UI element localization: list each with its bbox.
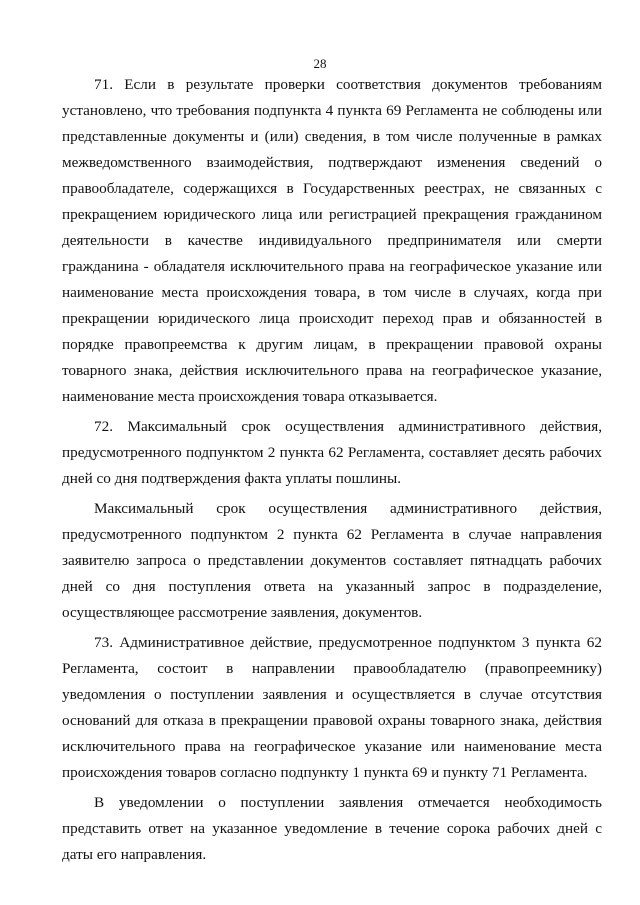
document-body <box>62 72 602 872</box>
paragraph-72-continued: Максимальный срок осуществления административного действия, предусмотренного подпунктом 2 пункта 62 Регламента в случае направления заявителю запроса о представлении документов составляет пятнадцать рабочих дней со дня поступления ответа на указанный запрос в подразделение, осуществляющее рассмотрение заявления, документов. <box>62 500 602 621</box>
page-number: 28 <box>313 56 327 71</box>
paragraph-73-continued: В уведомлении о поступлении заявления отмечается необходимость представить ответ на указанное уведомление в течение сорока рабочих дней с даты его направления. <box>62 794 602 863</box>
paragraph-73: 73. Административное действие, предусмотренное подпунктом 3 пункта 62 Регламента, состоит в направлении правообладателю (правопреемнику) уведомления о поступлении заявления и осуществляется в случае отсутствия оснований для отказа в прекращении правовой охраны товарного знака, действия исключительного права на географическое указание или наименование места происхождения товаров согласно подпункту 1 пункта 69 и пункту 71 Регламента. <box>62 634 602 781</box>
paragraph-71: 71. Если в результате проверки соответствия документов требованиям установлено, что требования подпункта 4 пункта 69 Регламента не соблюдены или представленные документы и (или) сведения, в том числе полученные в рамках межведомственного взаимодействия, подтверждают изменения сведений о правообладателе, содержащихся в Государственных реестрах, не связанных с прекращением юридического лица или регистрацией прекращения гражданином деятельности в качестве индивидуального предпринимателя или смерти гражданина - обладателя исключительного права на географическое указание или наименование места происхождения товара, в том числе в случаях, когда при прекращении юридического лица происходит переход прав и обязанностей в порядке правопреемства к другим лицам, в прекращении правовой охраны товарного знака, действия исключительного права на географическое указание, наименование места происхождения товара отказывается. <box>62 76 602 405</box>
paragraph-72: 72. Максимальный срок осуществления административного действия, предусмотренного подпунктом 2 пункта 62 Регламента, составляет десять рабочих дней со дня подтверждения факта уплаты пошлины. <box>62 418 602 487</box>
